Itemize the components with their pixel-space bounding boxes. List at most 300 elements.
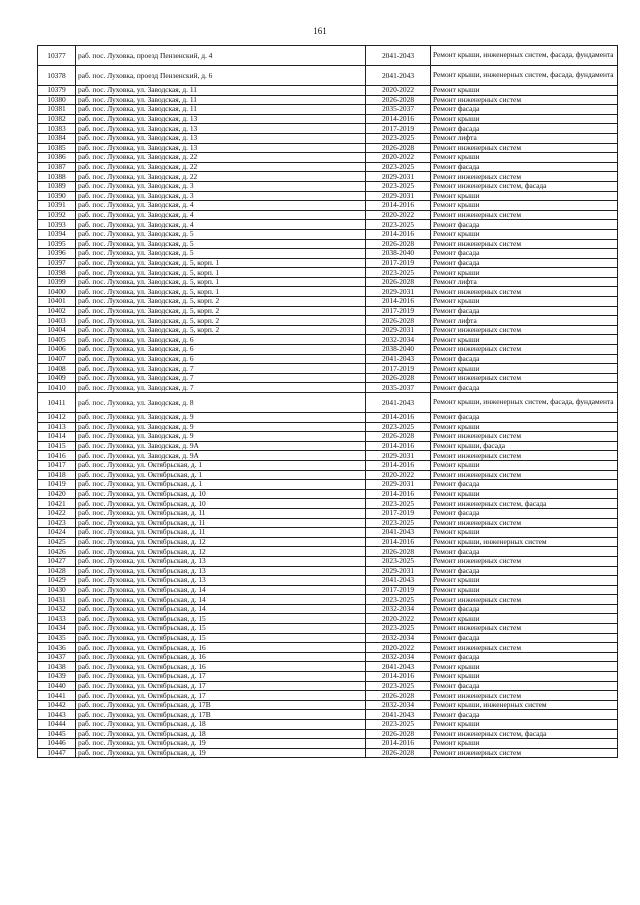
work-type-cell: Ремонт инженерных систем <box>431 143 618 153</box>
work-type-cell: Ремонт фасада <box>431 633 618 643</box>
row-number: 10410 <box>38 383 76 393</box>
table-row <box>38 710 618 720</box>
table-row <box>38 297 618 307</box>
row-number: 10447 <box>38 748 76 758</box>
row-number: 10439 <box>38 672 76 682</box>
period-cell: 2026-2028 <box>366 277 431 287</box>
row-number: 10411 <box>38 393 76 413</box>
work-type-cell: Ремонт инженерных систем <box>431 470 618 480</box>
period-cell: 2014-2016 <box>366 460 431 470</box>
address-cell: раб. пос. Луховка, ул. Заводская, д. 5, корп. 2 <box>76 316 366 326</box>
work-type-cell: Ремонт инженерных систем <box>431 691 618 701</box>
address-cell: раб. пос. Луховка, ул. Октябрьская, д. 17 <box>76 691 366 701</box>
table-row <box>38 480 618 490</box>
work-type-cell: Ремонт фасада <box>431 249 618 259</box>
work-type-cell: Ремонт фасада <box>431 220 618 230</box>
period-cell: 2041-2043 <box>366 46 431 66</box>
address-cell: раб. пос. Луховка, ул. Заводская, д. 8 <box>76 393 366 413</box>
address-cell: раб. пос. Луховка, ул. Заводская, д. 5 <box>76 229 366 239</box>
address-cell: раб. пос. Луховка, ул. Заводская, д. 11 <box>76 105 366 115</box>
row-number: 10419 <box>38 480 76 490</box>
work-type-cell: Ремонт инженерных систем <box>431 595 618 605</box>
work-type-cell: Ремонт лифта <box>431 133 618 143</box>
row-number: 10378 <box>38 66 76 86</box>
period-cell: 2023-2025 <box>366 268 431 278</box>
table-row <box>38 46 618 66</box>
address-cell: раб. пос. Луховка, ул. Октябрьская, д. 15 <box>76 614 366 624</box>
period-cell: 2032-2034 <box>366 652 431 662</box>
period-cell: 2029-2031 <box>366 325 431 335</box>
table-row <box>38 201 618 211</box>
address-cell: раб. пос. Луховка, ул. Заводская, д. 3 <box>76 181 366 191</box>
address-cell: раб. пос. Луховка, ул. Октябрьская, д. 11 <box>76 528 366 538</box>
row-number: 10433 <box>38 614 76 624</box>
row-number: 10389 <box>38 181 76 191</box>
row-number: 10391 <box>38 201 76 211</box>
address-cell: раб. пос. Луховка, ул. Октябрьская, д. 19 <box>76 748 366 758</box>
table-row <box>38 508 618 518</box>
table-row <box>38 547 618 557</box>
address-cell: раб. пос. Луховка, ул. Октябрьская, д. 13 <box>76 566 366 576</box>
table-row <box>38 364 618 374</box>
address-cell: раб. пос. Луховка, ул. Заводская, д. 5, корп. 1 <box>76 268 366 278</box>
address-cell: раб. пос. Луховка, ул. Октябрьская, д. 15 <box>76 624 366 634</box>
table-row <box>38 66 618 86</box>
period-cell: 2023-2025 <box>366 422 431 432</box>
table-row <box>38 105 618 115</box>
table-row <box>38 470 618 480</box>
row-number: 10409 <box>38 373 76 383</box>
period-cell: 2017-2019 <box>366 306 431 316</box>
work-type-cell: Ремонт инженерных систем <box>431 643 618 653</box>
address-cell: раб. пос. Луховка, ул. Октябрьская, д. 15 <box>76 633 366 643</box>
address-cell: раб. пос. Луховка, ул. Октябрьская, д. 1 <box>76 480 366 490</box>
table-row <box>38 114 618 124</box>
table-row <box>38 595 618 605</box>
work-type-cell: Ремонт фасада <box>431 162 618 172</box>
table-row <box>38 691 618 701</box>
address-cell: раб. пос. Луховка, ул. Заводская, д. 4 <box>76 210 366 220</box>
work-type-cell: Ремонт лифта <box>431 277 618 287</box>
table-row <box>38 729 618 739</box>
table-row <box>38 210 618 220</box>
table-row <box>38 413 618 423</box>
work-type-cell: Ремонт инженерных систем <box>431 373 618 383</box>
period-cell: 2014-2016 <box>366 229 431 239</box>
row-number: 10429 <box>38 576 76 586</box>
work-type-cell: Ремонт инженерных систем <box>431 556 618 566</box>
address-cell: раб. пос. Луховка, ул. Заводская, д. 9А <box>76 451 366 461</box>
address-cell: раб. пос. Луховка, ул. Заводская, д. 5, корп. 2 <box>76 306 366 316</box>
work-type-cell: Ремонт фасада <box>431 480 618 490</box>
period-cell: 2041-2043 <box>366 576 431 586</box>
row-number: 10414 <box>38 432 76 442</box>
work-type-cell: Ремонт инженерных систем, фасада <box>431 499 618 509</box>
table-row <box>38 585 618 595</box>
table-row <box>38 739 618 749</box>
table-row <box>38 172 618 182</box>
work-type-cell: Ремонт крыши, инженерных систем <box>431 700 618 710</box>
period-cell: 2029-2031 <box>366 480 431 490</box>
period-cell: 2041-2043 <box>366 66 431 86</box>
row-number: 10396 <box>38 249 76 259</box>
address-cell: раб. пос. Луховка, ул. Заводская, д. 13 <box>76 114 366 124</box>
table-row <box>38 720 618 730</box>
address-cell: раб. пос. Луховка, ул. Заводская, д. 6 <box>76 335 366 345</box>
period-cell: 2014-2016 <box>366 489 431 499</box>
table-row <box>38 143 618 153</box>
table-row <box>38 576 618 586</box>
table-row <box>38 95 618 105</box>
work-type-cell: Ремонт инженерных систем <box>431 287 618 297</box>
period-cell: 2014-2016 <box>366 297 431 307</box>
work-type-cell: Ремонт фасада <box>431 508 618 518</box>
row-number: 10395 <box>38 239 76 249</box>
row-number: 10384 <box>38 133 76 143</box>
address-cell: раб. пос. Луховка, ул. Заводская, д. 9 <box>76 422 366 432</box>
row-number: 10385 <box>38 143 76 153</box>
period-cell: 2032-2034 <box>366 700 431 710</box>
period-cell: 2032-2034 <box>366 633 431 643</box>
period-cell: 2020-2022 <box>366 643 431 653</box>
table-row <box>38 383 618 393</box>
address-cell: раб. пос. Луховка, ул. Октябрьская, д. 14 <box>76 595 366 605</box>
repair-schedule-table <box>37 45 618 758</box>
period-cell: 2020-2022 <box>366 210 431 220</box>
address-cell: раб. пос. Луховка, ул. Заводская, д. 11 <box>76 95 366 105</box>
table-row <box>38 537 618 547</box>
table-row <box>38 460 618 470</box>
row-number: 10416 <box>38 451 76 461</box>
row-number: 10392 <box>38 210 76 220</box>
table-row <box>38 86 618 96</box>
work-type-cell: Ремонт фасада <box>431 258 618 268</box>
address-cell: раб. пос. Луховка, ул. Заводская, д. 7 <box>76 364 366 374</box>
work-type-cell: Ремонт инженерных систем <box>431 432 618 442</box>
work-type-cell: Ремонт фасада <box>431 547 618 557</box>
address-cell: раб. пос. Луховка, ул. Октябрьская, д. 10 <box>76 499 366 509</box>
row-number: 10436 <box>38 643 76 653</box>
work-type-cell: Ремонт крыши <box>431 720 618 730</box>
period-cell: 2017-2019 <box>366 508 431 518</box>
row-number: 10422 <box>38 508 76 518</box>
table-row <box>38 287 618 297</box>
address-cell: раб. пос. Луховка, ул. Октябрьская, д. 14 <box>76 585 366 595</box>
row-number: 10446 <box>38 739 76 749</box>
row-number: 10383 <box>38 124 76 134</box>
period-cell: 2038-2040 <box>366 345 431 355</box>
period-cell: 2026-2028 <box>366 729 431 739</box>
work-type-cell: Ремонт крыши <box>431 268 618 278</box>
row-number: 10380 <box>38 95 76 105</box>
row-number: 10390 <box>38 191 76 201</box>
table-row <box>38 748 618 758</box>
work-type-cell: Ремонт фасада <box>431 124 618 134</box>
work-type-cell: Ремонт крыши <box>431 585 618 595</box>
row-number: 10440 <box>38 681 76 691</box>
table-row <box>38 162 618 172</box>
work-type-cell: Ремонт крыши, инженерных систем, фасада, фундамента <box>431 393 618 413</box>
work-type-cell: Ремонт лифта <box>431 316 618 326</box>
period-cell: 2026-2028 <box>366 316 431 326</box>
work-type-cell: Ремонт фасада <box>431 681 618 691</box>
work-type-cell: Ремонт крыши, фасада <box>431 441 618 451</box>
table-row <box>38 566 618 576</box>
work-type-cell: Ремонт крыши <box>431 153 618 163</box>
table-row <box>38 268 618 278</box>
row-number: 10438 <box>38 662 76 672</box>
period-cell: 2026-2028 <box>366 239 431 249</box>
period-cell: 2017-2019 <box>366 364 431 374</box>
table-row <box>38 229 618 239</box>
period-cell: 2038-2040 <box>366 249 431 259</box>
work-type-cell: Ремонт инженерных систем <box>431 172 618 182</box>
table-row <box>38 239 618 249</box>
address-cell: раб. пос. Луховка, ул. Заводская, д. 11 <box>76 86 366 96</box>
address-cell: раб. пос. Луховка, ул. Заводская, д. 9А <box>76 441 366 451</box>
work-type-cell: Ремонт инженерных систем <box>431 239 618 249</box>
table-body <box>38 46 618 758</box>
period-cell: 2035-2037 <box>366 383 431 393</box>
table-row <box>38 422 618 432</box>
work-type-cell: Ремонт крыши <box>431 672 618 682</box>
period-cell: 2041-2043 <box>366 662 431 672</box>
period-cell: 2026-2028 <box>366 748 431 758</box>
row-number: 10386 <box>38 153 76 163</box>
period-cell: 2023-2025 <box>366 133 431 143</box>
table-row <box>38 700 618 710</box>
row-number: 10412 <box>38 413 76 423</box>
work-type-cell: Ремонт фасада <box>431 413 618 423</box>
table-row <box>38 393 618 413</box>
work-type-cell: Ремонт крыши, инженерных систем, фасада, фундамента <box>431 66 618 86</box>
address-cell: раб. пос. Луховка, ул. Октябрьская, д. 16 <box>76 652 366 662</box>
row-number: 10434 <box>38 624 76 634</box>
address-cell: раб. пос. Луховка, ул. Заводская, д. 22 <box>76 172 366 182</box>
row-number: 10405 <box>38 335 76 345</box>
period-cell: 2029-2031 <box>366 451 431 461</box>
table-row <box>38 373 618 383</box>
row-number: 10430 <box>38 585 76 595</box>
period-cell: 2026-2028 <box>366 373 431 383</box>
row-number: 10377 <box>38 46 76 66</box>
address-cell: раб. пос. Луховка, ул. Октябрьская, д. 13 <box>76 556 366 566</box>
row-number: 10417 <box>38 460 76 470</box>
period-cell: 2041-2043 <box>366 393 431 413</box>
address-cell: раб. пос. Луховка, ул. Октябрьская, д. 17В <box>76 710 366 720</box>
row-number: 10413 <box>38 422 76 432</box>
row-number: 10400 <box>38 287 76 297</box>
address-cell: раб. пос. Луховка, ул. Октябрьская, д. 17 <box>76 681 366 691</box>
period-cell: 2023-2025 <box>366 162 431 172</box>
table-row <box>38 316 618 326</box>
row-number: 10387 <box>38 162 76 172</box>
row-number: 10423 <box>38 518 76 528</box>
address-cell: раб. пос. Луховка, проезд Пензенский, д. 4 <box>76 46 366 66</box>
row-number: 10381 <box>38 105 76 115</box>
work-type-cell: Ремонт крыши, инженерных систем <box>431 537 618 547</box>
period-cell: 2014-2016 <box>366 441 431 451</box>
period-cell: 2014-2016 <box>366 201 431 211</box>
table-row <box>38 181 618 191</box>
period-cell: 2023-2025 <box>366 720 431 730</box>
address-cell: раб. пос. Луховка, ул. Заводская, д. 5 <box>76 239 366 249</box>
table-row <box>38 345 618 355</box>
table-row <box>38 652 618 662</box>
period-cell: 2017-2019 <box>366 258 431 268</box>
row-number: 10444 <box>38 720 76 730</box>
row-number: 10401 <box>38 297 76 307</box>
row-number: 10418 <box>38 470 76 480</box>
period-cell: 2029-2031 <box>366 172 431 182</box>
address-cell: раб. пос. Луховка, ул. Октябрьская, д. 17 <box>76 672 366 682</box>
period-cell: 2014-2016 <box>366 739 431 749</box>
work-type-cell: Ремонт крыши <box>431 739 618 749</box>
work-type-cell: Ремонт фасада <box>431 383 618 393</box>
period-cell: 2023-2025 <box>366 681 431 691</box>
address-cell: раб. пос. Луховка, ул. Октябрьская, д. 10 <box>76 489 366 499</box>
row-number: 10443 <box>38 710 76 720</box>
address-cell: раб. пос. Луховка, ул. Заводская, д. 5 <box>76 249 366 259</box>
table-row <box>38 604 618 614</box>
work-type-cell: Ремонт крыши <box>431 422 618 432</box>
period-cell: 2041-2043 <box>366 354 431 364</box>
period-cell: 2026-2028 <box>366 691 431 701</box>
work-type-cell: Ремонт крыши <box>431 86 618 96</box>
address-cell: раб. пос. Луховка, ул. Октябрьская, д. 11 <box>76 508 366 518</box>
table-row <box>38 633 618 643</box>
row-number: 10442 <box>38 700 76 710</box>
address-cell: раб. пос. Луховка, ул. Заводская, д. 3 <box>76 191 366 201</box>
address-cell: раб. пос. Луховка, ул. Октябрьская, д. 16 <box>76 643 366 653</box>
row-number: 10407 <box>38 354 76 364</box>
row-number: 10403 <box>38 316 76 326</box>
address-cell: раб. пос. Луховка, ул. Заводская, д. 4 <box>76 201 366 211</box>
work-type-cell: Ремонт инженерных систем, фасада <box>431 729 618 739</box>
address-cell: раб. пос. Луховка, ул. Заводская, д. 9 <box>76 432 366 442</box>
row-number: 10404 <box>38 325 76 335</box>
table-row <box>38 277 618 287</box>
table-row <box>38 133 618 143</box>
address-cell: раб. пос. Луховка, проезд Пензенский, д. 6 <box>76 66 366 86</box>
row-number: 10428 <box>38 566 76 576</box>
period-cell: 2041-2043 <box>366 710 431 720</box>
work-type-cell: Ремонт крыши <box>431 297 618 307</box>
work-type-cell: Ремонт крыши <box>431 576 618 586</box>
table-row <box>38 489 618 499</box>
row-number: 10379 <box>38 86 76 96</box>
row-number: 10398 <box>38 268 76 278</box>
table-row <box>38 432 618 442</box>
period-cell: 2035-2037 <box>366 105 431 115</box>
address-cell: раб. пос. Луховка, ул. Заводская, д. 4 <box>76 220 366 230</box>
work-type-cell: Ремонт инженерных систем <box>431 325 618 335</box>
work-type-cell: Ремонт инженерных систем <box>431 210 618 220</box>
address-cell: раб. пос. Луховка, ул. Заводская, д. 13 <box>76 133 366 143</box>
period-cell: 2023-2025 <box>366 595 431 605</box>
work-type-cell: Ремонт крыши <box>431 489 618 499</box>
address-cell: раб. пос. Луховка, ул. Заводская, д. 7 <box>76 383 366 393</box>
period-cell: 2026-2028 <box>366 432 431 442</box>
row-number: 10421 <box>38 499 76 509</box>
period-cell: 2020-2022 <box>366 470 431 480</box>
period-cell: 2029-2031 <box>366 287 431 297</box>
table-row <box>38 153 618 163</box>
address-cell: раб. пос. Луховка, ул. Октябрьская, д. 13 <box>76 576 366 586</box>
period-cell: 2020-2022 <box>366 614 431 624</box>
row-number: 10445 <box>38 729 76 739</box>
period-cell: 2026-2028 <box>366 547 431 557</box>
row-number: 10382 <box>38 114 76 124</box>
row-number: 10406 <box>38 345 76 355</box>
row-number: 10402 <box>38 306 76 316</box>
row-number: 10408 <box>38 364 76 374</box>
period-cell: 2023-2025 <box>366 556 431 566</box>
row-number: 10394 <box>38 229 76 239</box>
period-cell: 2023-2025 <box>366 499 431 509</box>
work-type-cell: Ремонт фасада <box>431 652 618 662</box>
table-row <box>38 681 618 691</box>
work-type-cell: Ремонт крыши <box>431 335 618 345</box>
period-cell: 2020-2022 <box>366 153 431 163</box>
work-type-cell: Ремонт крыши <box>431 364 618 374</box>
period-cell: 2026-2028 <box>366 143 431 153</box>
period-cell: 2029-2031 <box>366 191 431 201</box>
period-cell: 2017-2019 <box>366 124 431 134</box>
work-type-cell: Ремонт крыши <box>431 229 618 239</box>
table-row <box>38 220 618 230</box>
table-row <box>38 662 618 672</box>
period-cell: 2023-2025 <box>366 181 431 191</box>
work-type-cell: Ремонт инженерных систем <box>431 518 618 528</box>
period-cell: 2014-2016 <box>366 114 431 124</box>
table-row <box>38 306 618 316</box>
address-cell: раб. пос. Луховка, ул. Заводская, д. 22 <box>76 153 366 163</box>
table-row <box>38 451 618 461</box>
row-number: 10441 <box>38 691 76 701</box>
row-number: 10426 <box>38 547 76 557</box>
table-row <box>38 124 618 134</box>
work-type-cell: Ремонт фасада <box>431 354 618 364</box>
period-cell: 2017-2019 <box>366 585 431 595</box>
period-cell: 2014-2016 <box>366 672 431 682</box>
work-type-cell: Ремонт крыши <box>431 614 618 624</box>
table-row <box>38 556 618 566</box>
work-type-cell: Ремонт инженерных систем <box>431 624 618 634</box>
row-number: 10399 <box>38 277 76 287</box>
table-row <box>38 528 618 538</box>
address-cell: раб. пос. Луховка, ул. Октябрьская, д. 1 <box>76 470 366 480</box>
address-cell: раб. пос. Луховка, ул. Заводская, д. 5, корп. 1 <box>76 287 366 297</box>
period-cell: 2032-2034 <box>366 604 431 614</box>
table-row <box>38 441 618 451</box>
table-row <box>38 518 618 528</box>
period-cell: 2041-2043 <box>366 528 431 538</box>
table-row <box>38 249 618 259</box>
work-type-cell: Ремонт крыши <box>431 201 618 211</box>
address-cell: раб. пос. Луховка, ул. Октябрьская, д. 14 <box>76 604 366 614</box>
period-cell: 2023-2025 <box>366 518 431 528</box>
work-type-cell: Ремонт инженерных систем <box>431 748 618 758</box>
address-cell: раб. пос. Луховка, ул. Октябрьская, д. 18 <box>76 720 366 730</box>
work-type-cell: Ремонт крыши <box>431 528 618 538</box>
work-type-cell: Ремонт инженерных систем <box>431 95 618 105</box>
period-cell: 2023-2025 <box>366 624 431 634</box>
work-type-cell: Ремонт фасада <box>431 566 618 576</box>
table-row <box>38 624 618 634</box>
table-row <box>38 325 618 335</box>
address-cell: раб. пос. Луховка, ул. Заводская, д. 6 <box>76 345 366 355</box>
